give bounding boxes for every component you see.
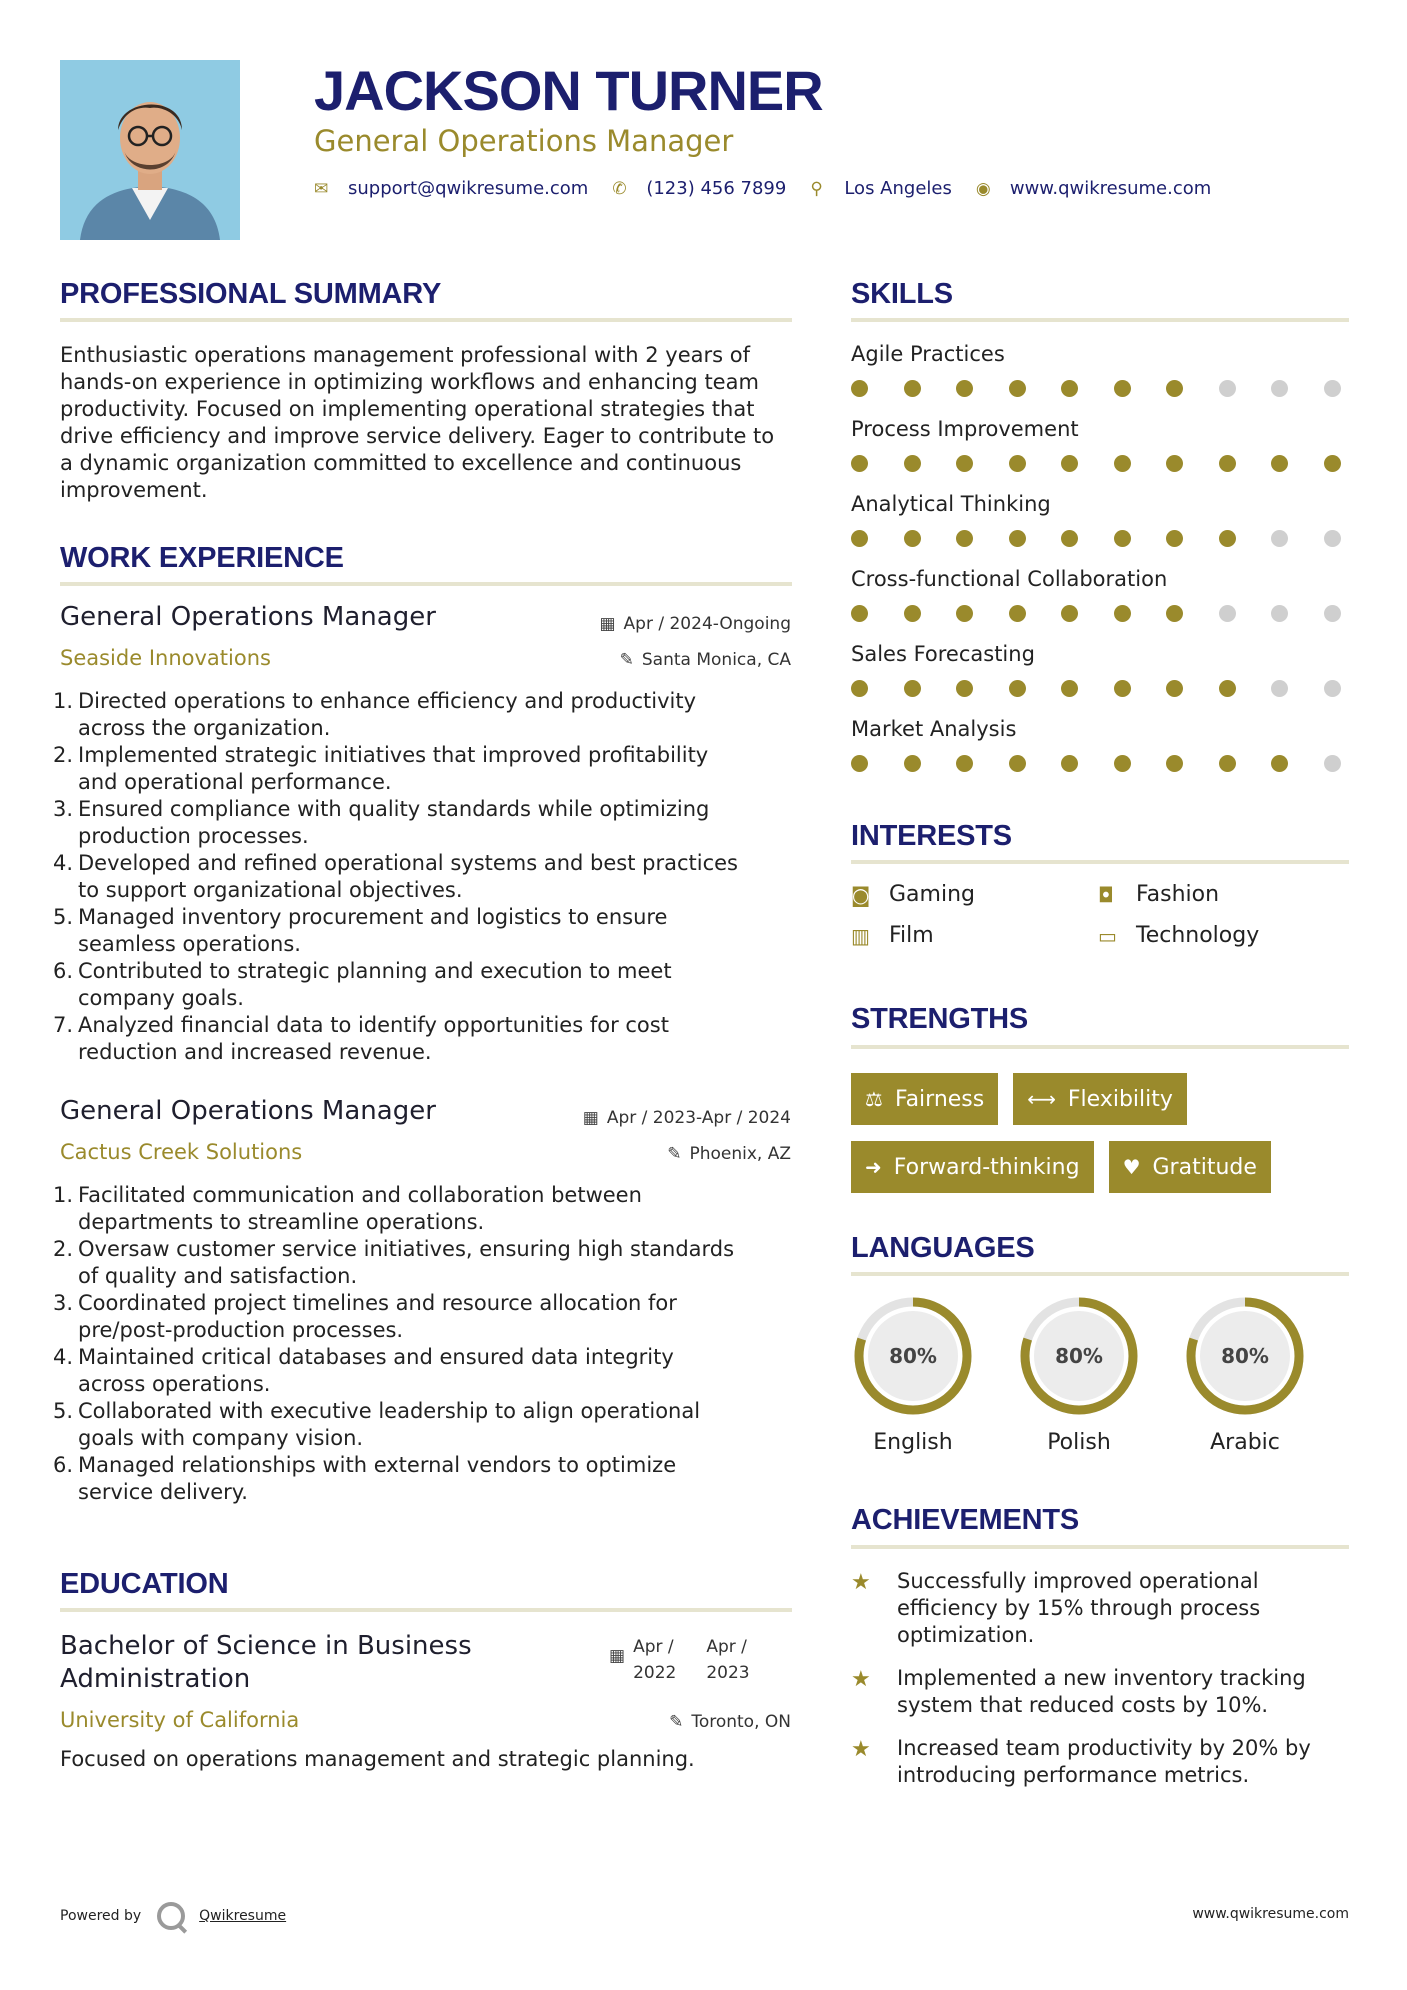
skills-divider (851, 318, 1349, 322)
skill-name: Market Analysis (851, 717, 1017, 741)
rating-dot-filled (904, 755, 921, 772)
achievement-text (897, 1735, 1345, 1789)
rating-dot-filled (1166, 605, 1183, 622)
rating-dot-filled (1166, 755, 1183, 772)
list-item-line: pre/post-production processes. (78, 1318, 404, 1342)
rating-dot-filled (1061, 605, 1078, 622)
list-item-line: to support organizational objectives. (78, 878, 463, 902)
rating-dot-empty (1219, 605, 1236, 622)
rating-dot-filled (1061, 380, 1078, 397)
rating-dot-filled (1061, 530, 1078, 547)
profile-photo (60, 60, 240, 240)
list-item (53, 1182, 800, 1236)
skill-row (851, 717, 1349, 792)
list-number: 3. (53, 1291, 74, 1315)
list-item (53, 1012, 800, 1066)
balance-scale-icon: ⚖ (865, 1087, 883, 1111)
rating-dot-filled (1114, 380, 1131, 397)
rating-dot-filled (1271, 755, 1288, 772)
list-number: 4. (53, 851, 74, 875)
rating-dot-filled (956, 755, 973, 772)
rating-dot-filled (1114, 605, 1131, 622)
website-text: www.qwikresume.com (1009, 178, 1212, 199)
education-degree (60, 1630, 472, 1696)
rating-dot-filled (851, 530, 868, 547)
degree-line: Administration (60, 1664, 251, 1694)
interests-divider (851, 860, 1349, 864)
interests-list (851, 882, 1349, 948)
contact-bar (314, 178, 1235, 199)
list-item-line: production processes. (78, 824, 309, 848)
languages-heading: LANGUAGES (851, 1232, 1035, 1264)
list-item (53, 742, 800, 796)
job-location-text: Santa Monica, CA (641, 650, 791, 670)
rating-dot-filled (1114, 680, 1131, 697)
list-item-line: Ensured compliance with quality standards while optimizing (78, 797, 710, 821)
rating-dot-filled (1324, 455, 1341, 472)
list-item-line: company goals. (78, 986, 244, 1010)
interest-label: Technology (1136, 923, 1260, 948)
strength-label: Gratitude (1152, 1154, 1257, 1180)
skill-row (851, 492, 1349, 567)
rating-dot-empty (1271, 605, 1288, 622)
list-item (53, 796, 800, 850)
rating-dot-empty (1324, 680, 1341, 697)
achievement-line: system that reduced costs by 10%. (897, 1693, 1269, 1717)
avatar (60, 60, 240, 240)
list-item (53, 1344, 800, 1398)
education-dates (609, 1634, 750, 1686)
list-item-line: Contributed to strategic planning and execution to meet (78, 959, 672, 983)
location-text: Los Angeles (844, 178, 952, 199)
language-item (1017, 1294, 1183, 1455)
list-item-line: Developed and refined operational systems and best practices (78, 851, 738, 875)
rating-dot-filled (1114, 530, 1131, 547)
list-item-line: across operations. (78, 1372, 271, 1396)
list-item (53, 850, 800, 904)
rating-dot-filled (904, 530, 921, 547)
language-percent: 80% (1221, 1344, 1269, 1368)
contact-website[interactable] (976, 178, 1211, 199)
list-number: 6. (53, 1453, 74, 1477)
calendar-icon: ▦ (609, 1646, 626, 1666)
strength-label: Fairness (894, 1086, 985, 1112)
language-percent: 80% (889, 1344, 937, 1368)
laptop-icon: ▭ (1098, 923, 1117, 948)
list-number: 2. (53, 743, 74, 767)
phone-text: (123) 456 7899 (646, 178, 787, 199)
rating-dot-filled (904, 605, 921, 622)
rating-dot-filled (904, 380, 921, 397)
skills-heading: SKILLS (851, 278, 953, 310)
interest-item (1098, 882, 1298, 907)
skill-name: Agile Practices (851, 342, 1005, 366)
list-item-line: and operational performance. (78, 770, 392, 794)
rating-dot-filled (851, 380, 868, 397)
list-item-line: Implemented strategic initiatives that improved profitability (78, 743, 709, 767)
list-item-line: Oversaw customer service initiatives, ensuring high standards (78, 1237, 735, 1261)
rating-dot-filled (851, 680, 868, 697)
interest-item (851, 882, 1098, 907)
skill-row (851, 642, 1349, 717)
pin-icon: ✎ (619, 650, 634, 670)
list-number: 1. (53, 1183, 74, 1207)
list-number: 7. (53, 1013, 74, 1037)
gamepad-icon: ◙ (851, 882, 871, 907)
education-location-text: Toronto, ON (691, 1712, 791, 1732)
job-dates-text: Apr / 2023-Apr / 2024 (606, 1108, 791, 1128)
rating-dot-filled (1009, 680, 1026, 697)
strength-label: Forward-thinking (893, 1154, 1080, 1180)
strength-tag (1013, 1073, 1187, 1125)
education-start: Apr / (633, 1637, 674, 1657)
list-item-line: Managed inventory procurement and logistics to ensure (78, 905, 668, 929)
list-item-line: service delivery. (78, 1480, 248, 1504)
rating-dot-filled (851, 455, 868, 472)
phone-icon: ✆ (612, 178, 627, 199)
shopping-bag-icon: ◘ (1098, 882, 1114, 907)
degree-line: Bachelor of Science in Business (60, 1631, 472, 1661)
interest-item (851, 923, 1098, 948)
rating-dot-filled (851, 755, 868, 772)
achievement-item (851, 1735, 1349, 1789)
list-item-line: of quality and satisfaction. (78, 1264, 358, 1288)
summary-heading: PROFESSIONAL SUMMARY (60, 278, 442, 310)
rating-dot-empty (1271, 530, 1288, 547)
strengths-divider (851, 1045, 1349, 1049)
job-responsibilities (53, 1182, 800, 1506)
achievement-line: introducing performance metrics. (897, 1763, 1250, 1787)
rating-dot-filled (1009, 605, 1026, 622)
achievement-line: optimization. (897, 1623, 1035, 1647)
achievement-item (851, 1665, 1349, 1719)
powered-by-text: Powered by (60, 1908, 142, 1924)
rating-dot-filled (1009, 380, 1026, 397)
strengths-list (851, 1073, 1349, 1193)
achievement-text (897, 1568, 1345, 1649)
rating-dot-filled (1061, 755, 1078, 772)
interest-label: Gaming (889, 882, 975, 907)
achievements-heading: ACHIEVEMENTS (851, 1504, 1080, 1536)
list-item (53, 1452, 800, 1506)
achievements-list (851, 1568, 1349, 1805)
list-item (53, 958, 800, 1012)
summary-divider (60, 318, 792, 322)
list-item-line: seamless operations. (78, 932, 301, 956)
list-number: 2. (53, 1237, 74, 1261)
rating-dot-filled (851, 605, 868, 622)
list-item-line: Maintained critical databases and ensured data integrity (78, 1345, 674, 1369)
star-icon: ★ (851, 1570, 871, 1595)
language-ring (1017, 1294, 1141, 1418)
job-company: Cactus Creek Solutions (60, 1140, 303, 1164)
achievements-divider (851, 1545, 1349, 1549)
education-school: University of California (60, 1708, 300, 1732)
interest-item (1098, 923, 1298, 948)
list-item (53, 1398, 800, 1452)
skill-rating (851, 530, 1341, 547)
strength-label: Flexibility (1067, 1086, 1173, 1112)
rating-dot-filled (904, 680, 921, 697)
interest-label: Film (889, 923, 934, 948)
strength-tag (851, 1073, 998, 1125)
list-number: 1. (53, 689, 74, 713)
rating-dot-filled (1166, 680, 1183, 697)
brand-link[interactable]: Qwikresume (199, 1908, 287, 1924)
rating-dot-empty (1324, 380, 1341, 397)
skill-name: Cross-functional Collaboration (851, 567, 1168, 591)
interest-label: Fashion (1136, 882, 1220, 907)
rating-dot-filled (1166, 530, 1183, 547)
contact-phone[interactable] (612, 178, 786, 199)
strengths-heading: STRENGTHS (851, 1003, 1029, 1035)
list-item (53, 1290, 800, 1344)
achievement-line: Increased team productivity by 20% by (897, 1736, 1311, 1760)
list-item-line: departments to streamline operations. (78, 1210, 485, 1234)
rating-dot-empty (1271, 380, 1288, 397)
rating-dot-filled (904, 455, 921, 472)
job-dates-text: Apr / 2024-Ongoing (623, 614, 791, 634)
education-description: Focused on operations management and strategic planning. (60, 1747, 695, 1771)
rating-dot-filled (1219, 755, 1236, 772)
list-number: 5. (53, 905, 74, 929)
list-item-line: Coordinated project timelines and resource allocation for (78, 1291, 677, 1315)
list-item-line: Managed relationships with external vendors to optimize (78, 1453, 677, 1477)
rating-dot-filled (1009, 455, 1026, 472)
skill-name: Analytical Thinking (851, 492, 1051, 516)
education-divider (60, 1608, 792, 1612)
rating-dot-filled (1219, 530, 1236, 547)
list-item-line: Collaborated with executive leadership to align operational (78, 1399, 701, 1423)
list-number: 5. (53, 1399, 74, 1423)
envelope-icon: ✉ (314, 178, 329, 199)
achievement-line: Implemented a new inventory tracking (897, 1666, 1306, 1690)
pin-icon: ✎ (669, 1712, 684, 1732)
achievement-text (897, 1665, 1345, 1719)
rating-dot-filled (956, 380, 973, 397)
email-text: support@qwikresume.com (348, 178, 589, 199)
arrow-right-icon: ➜ (865, 1155, 882, 1179)
rating-dot-filled (1009, 755, 1026, 772)
achievement-line: efficiency by 15% through process (897, 1596, 1261, 1620)
rating-dot-filled (1166, 380, 1183, 397)
calendar-icon: ▦ (582, 1108, 599, 1128)
summary-text: Enthusiastic operations management professional with 2 years of hands-on experience in optimizing workflows and enhancing team productivity. Focused on implementing operational strategies that drive efficiency and improve service delivery. Eager to contribute to a dynamic organization committed to excellence and continuous improvement. (60, 343, 775, 502)
language-name: English (873, 1430, 953, 1455)
list-item-line: Analyzed financial data to identify opportunities for cost (78, 1013, 669, 1037)
list-item-line: across the organization. (78, 716, 331, 740)
qwikresume-logo-icon (157, 1902, 185, 1930)
languages-divider (851, 1272, 1349, 1276)
footer-url[interactable]: www.qwikresume.com (1192, 1906, 1349, 1922)
job-responsibilities (53, 688, 800, 1066)
education-start-year: 2022 (633, 1663, 677, 1683)
strength-tag (851, 1141, 1094, 1193)
rating-dot-filled (1061, 680, 1078, 697)
calendar-icon: ▦ (599, 614, 616, 634)
list-number: 4. (53, 1345, 74, 1369)
skills-list (851, 342, 1349, 792)
language-name: Arabic (1210, 1430, 1280, 1455)
language-percent: 80% (1055, 1344, 1103, 1368)
rating-dot-filled (1009, 530, 1026, 547)
job-location-text: Phoenix, AZ (689, 1144, 791, 1164)
language-item (1183, 1294, 1349, 1455)
language-ring (1183, 1294, 1307, 1418)
contact-location (810, 178, 952, 199)
skill-rating (851, 605, 1341, 622)
candidate-title: General Operations Manager (314, 124, 734, 158)
rating-dot-filled (956, 530, 973, 547)
skill-row (851, 567, 1349, 642)
list-item-line: Directed operations to enhance efficiency and productivity (78, 689, 697, 713)
skill-name: Sales Forecasting (851, 642, 1035, 666)
contact-email[interactable] (314, 178, 588, 199)
rating-dot-filled (1219, 455, 1236, 472)
achievement-item (851, 1568, 1349, 1649)
language-name: Polish (1047, 1430, 1111, 1455)
candidate-name: JACKSON TURNER (314, 59, 823, 122)
skill-rating (851, 455, 1341, 472)
experience-divider (60, 582, 792, 586)
rating-dot-filled (956, 605, 973, 622)
job-company: Seaside Innovations (60, 646, 271, 670)
rating-dot-empty (1324, 755, 1341, 772)
skill-name: Process Improvement (851, 417, 1079, 441)
heart-icon: ♥ (1122, 1155, 1141, 1179)
footer-powered (60, 1902, 286, 1930)
skill-row (851, 342, 1349, 417)
education-end: Apr / (706, 1637, 747, 1657)
rating-dot-empty (1219, 380, 1236, 397)
job-dates (599, 614, 791, 634)
education-heading: EDUCATION (60, 1568, 229, 1600)
rating-dot-filled (1114, 755, 1131, 772)
achievement-line: Successfully improved operational (897, 1569, 1259, 1593)
film-icon: ▥ (851, 923, 870, 948)
skill-rating (851, 680, 1341, 697)
list-item (53, 688, 800, 742)
rating-dot-filled (1219, 680, 1236, 697)
star-icon: ★ (851, 1667, 871, 1692)
rating-dot-filled (956, 680, 973, 697)
list-item (53, 904, 800, 958)
job-title: General Operations Manager (60, 602, 436, 632)
rating-dot-empty (1324, 605, 1341, 622)
experience-heading: WORK EXPERIENCE (60, 542, 344, 574)
list-item-line: goals with company vision. (78, 1426, 364, 1450)
skill-row (851, 417, 1349, 492)
list-item (53, 1236, 800, 1290)
skill-rating (851, 755, 1341, 772)
map-marker-icon: ⚲ (810, 178, 823, 199)
rating-dot-empty (1324, 530, 1341, 547)
job-title: General Operations Manager (60, 1096, 436, 1126)
globe-icon: ◉ (975, 178, 991, 199)
rating-dot-filled (1166, 455, 1183, 472)
rating-dot-filled (1114, 455, 1131, 472)
list-number: 3. (53, 797, 74, 821)
star-icon: ★ (851, 1737, 871, 1762)
pin-icon: ✎ (667, 1144, 682, 1164)
strength-tag (1109, 1141, 1271, 1193)
job-dates (583, 1108, 791, 1128)
interests-heading: INTERESTS (851, 820, 1012, 852)
education-location (669, 1712, 791, 1732)
rating-dot-filled (956, 455, 973, 472)
list-item-line: reduction and increased revenue. (78, 1040, 432, 1064)
rating-dot-empty (1271, 680, 1288, 697)
job-location (667, 1144, 791, 1164)
skill-rating (851, 380, 1341, 397)
job-location (620, 650, 791, 670)
languages-list (851, 1294, 1349, 1455)
rating-dot-filled (1271, 455, 1288, 472)
arrows-horizontal-icon: ⟷ (1027, 1087, 1056, 1111)
list-number: 6. (53, 959, 74, 983)
language-ring (851, 1294, 975, 1418)
education-end-year: 2023 (706, 1663, 750, 1683)
language-item (851, 1294, 1017, 1455)
list-item-line: Facilitated communication and collaboration between (78, 1183, 642, 1207)
rating-dot-filled (1061, 455, 1078, 472)
